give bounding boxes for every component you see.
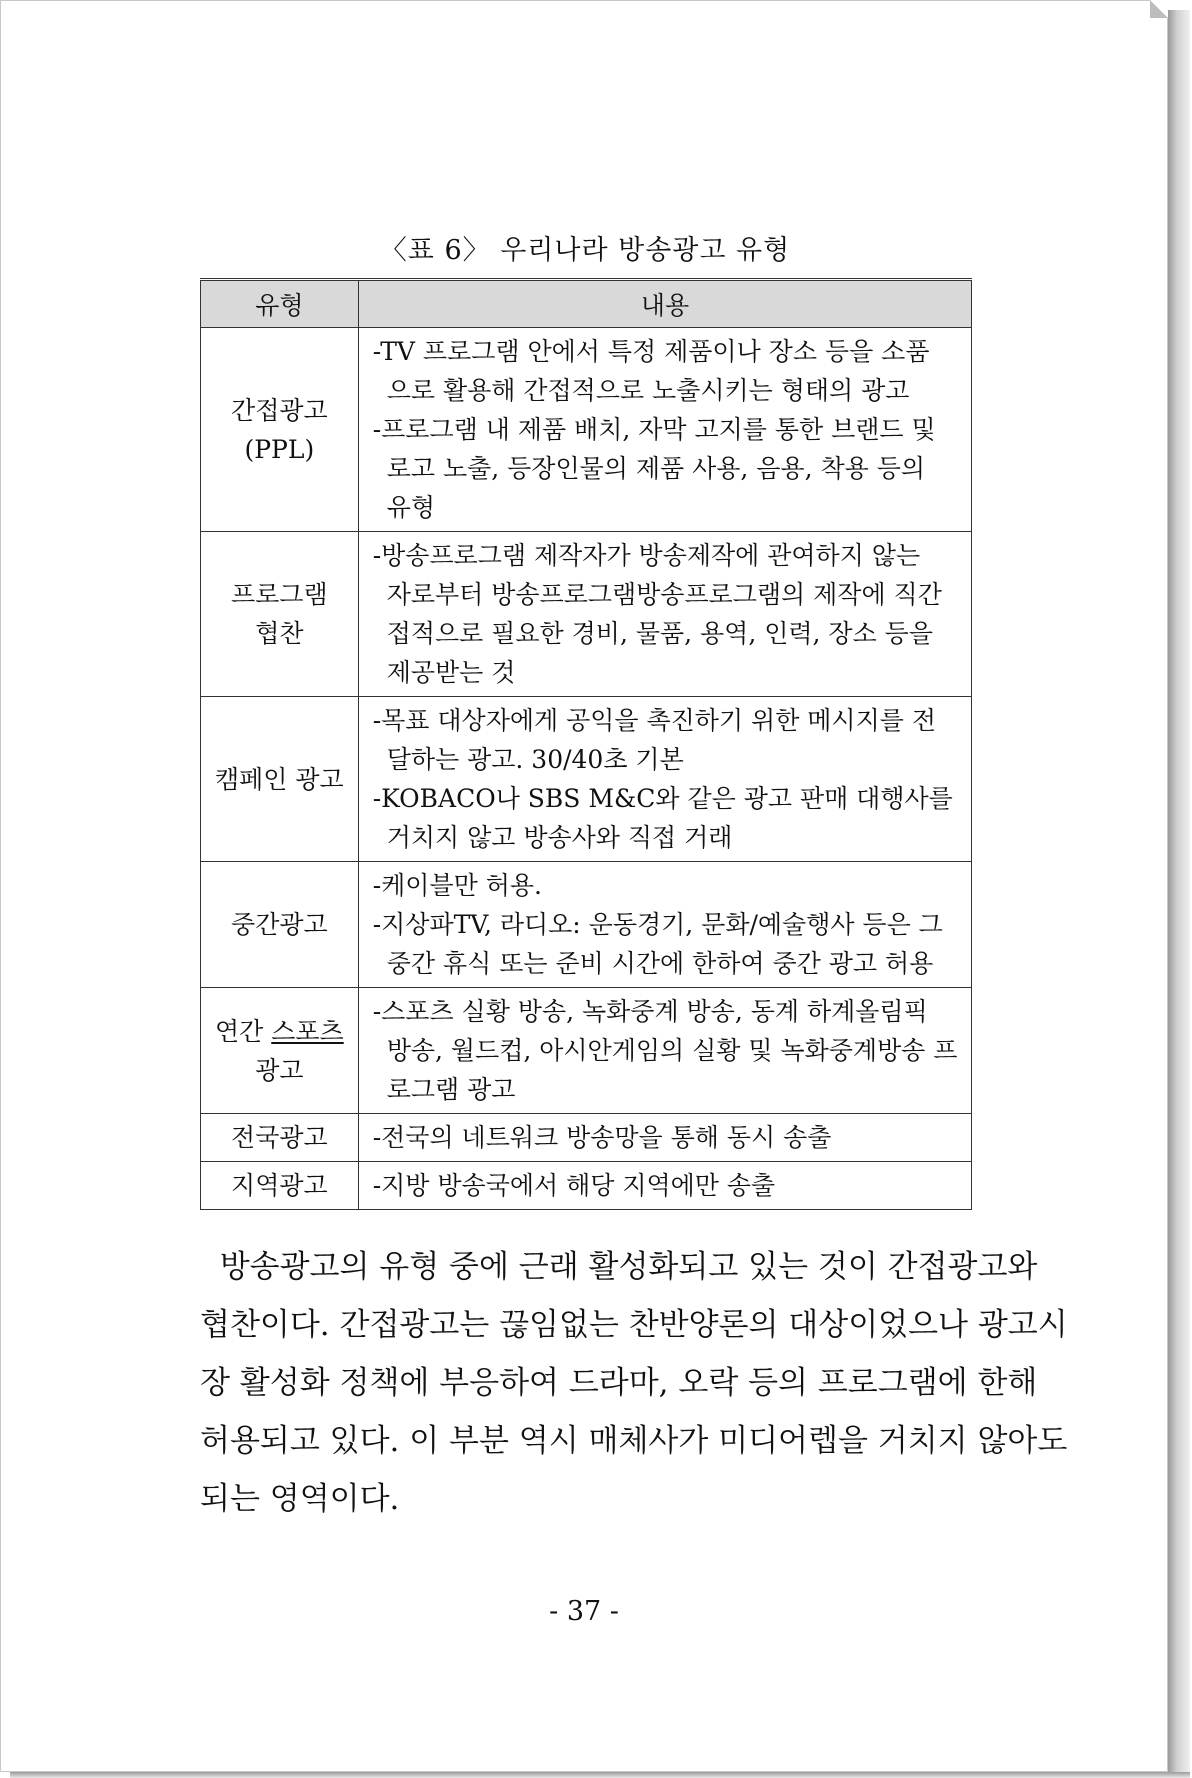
paragraph-line: 장 활성화 정책에 부응하여 드라마, 오락 등의 프로그램에 한해 bbox=[200, 1365, 1038, 1401]
content-line: 달하는 광고. 30/40초 기본 bbox=[386, 745, 684, 774]
type-label: 캠페인 광고 bbox=[215, 764, 344, 794]
type-label-underlined: 스포츠 bbox=[271, 1016, 344, 1046]
content-cell bbox=[358, 988, 972, 1114]
header-type: 유형 bbox=[201, 280, 359, 328]
content-cell bbox=[358, 1162, 972, 1210]
content-line: -방송프로그램 제작자가 방송제작에 관여하지 않는 bbox=[372, 541, 921, 570]
type-cell bbox=[201, 988, 359, 1114]
page-number: - 37 - bbox=[549, 1596, 619, 1627]
content-cell bbox=[358, 328, 972, 532]
content-line: 로그램 광고 bbox=[386, 1075, 516, 1104]
table-row bbox=[201, 697, 972, 862]
type-label: 중간광고 bbox=[231, 910, 328, 939]
paragraph-line bbox=[200, 1238, 1038, 1296]
content-cell bbox=[358, 532, 972, 697]
type-label: 지역광고 bbox=[231, 1171, 328, 1200]
content-line: -목표 대상자에게 공익을 촉진하기 위한 메시지를 전 bbox=[372, 706, 936, 735]
content-line: 유형 bbox=[386, 493, 436, 522]
table-row bbox=[201, 988, 972, 1114]
paragraph-line: 협찬이다. 간접광고는 끊임없는 찬반양론의 대상이었으나 광고시 bbox=[200, 1307, 1068, 1343]
type-cell bbox=[201, 532, 359, 697]
table-row bbox=[201, 328, 972, 532]
type-label: (PPL) bbox=[244, 434, 315, 464]
paragraph-line: 되는 영역이다. bbox=[200, 1481, 400, 1517]
body-paragraph bbox=[200, 1238, 1068, 1528]
content-line: -지방 방송국에서 해당 지역에만 송출 bbox=[372, 1171, 776, 1200]
content-cell bbox=[358, 697, 972, 862]
page-curl-corner bbox=[1150, 0, 1168, 18]
type-label: 협찬 bbox=[255, 619, 304, 648]
content-line: -스포츠 실황 방송, 녹화중계 방송, 동계 하계올림픽 bbox=[372, 997, 928, 1026]
content-line: 접적으로 필요한 경비, 물품, 용역, 인력, 장소 등을 bbox=[386, 619, 933, 648]
content-cell bbox=[358, 1114, 972, 1162]
content-line: -케이블만 허용. bbox=[372, 871, 542, 900]
type-cell bbox=[201, 1162, 359, 1210]
type-label: 광고 bbox=[255, 1055, 304, 1085]
content-line: -지상파TV, 라디오: 운동경기, 문화/예술행사 등은 그 bbox=[372, 910, 943, 939]
content-line: -TV 프로그램 안에서 특정 제품이나 장소 등을 소품 bbox=[372, 337, 930, 366]
content-line: 으로 활용해 간접적으로 노출시키는 형태의 광고 bbox=[386, 376, 910, 405]
type-cell bbox=[201, 862, 359, 988]
type-label: 전국광고 bbox=[231, 1123, 328, 1152]
table-row bbox=[201, 1162, 972, 1210]
content-line: 중간 휴식 또는 준비 시간에 한하여 중간 광고 허용 bbox=[386, 949, 934, 978]
content-line: 방송, 월드컵, 아시안게임의 실황 및 녹화중계방송 프 bbox=[386, 1036, 958, 1065]
content-line: 로고 노출, 등장인물의 제품 사용, 음용, 착용 등의 bbox=[386, 454, 926, 483]
type-label: 프로그램 bbox=[231, 580, 328, 609]
content-line: 제공받는 것 bbox=[386, 658, 516, 687]
type-cell bbox=[201, 697, 359, 862]
type-cell bbox=[201, 1114, 359, 1162]
type-cell bbox=[201, 328, 359, 532]
content-line: 거치지 않고 방송사와 직접 거래 bbox=[386, 823, 733, 852]
content-line: -전국의 네트워크 방송망을 통해 동시 송출 bbox=[372, 1123, 832, 1152]
content-line: -프로그램 내 제품 배치, 자막 고지를 통한 브랜드 및 bbox=[372, 415, 936, 444]
table-caption: 〈표 6〉 우리나라 방송광고 유형 bbox=[379, 235, 791, 266]
page-shadow-right bbox=[1168, 10, 1190, 1776]
content-cell bbox=[358, 862, 972, 988]
content-line: -KOBACO나 SBS M&C와 같은 광고 판매 대행사를 bbox=[372, 784, 953, 813]
paragraph-line: 허용되고 있다. 이 부분 역시 매체사가 미디어렙을 거치지 않아도 bbox=[200, 1423, 1068, 1459]
type-label-line bbox=[215, 1012, 344, 1051]
ad-types-table bbox=[200, 278, 972, 1210]
type-label: 연간 bbox=[215, 1016, 272, 1046]
table-header-row bbox=[201, 280, 972, 328]
table-row bbox=[201, 862, 972, 988]
content-line: 자로부터 방송프로그램방송프로그램의 제작에 직간 bbox=[386, 580, 942, 609]
table-row bbox=[201, 1114, 972, 1162]
page-shadow-bottom bbox=[10, 1772, 1190, 1778]
table-row bbox=[201, 532, 972, 697]
header-content: 내용 bbox=[358, 280, 972, 328]
paragraph-line-text: 방송광고의 유형 중에 근래 활성화되고 있는 것이 간접광고와 bbox=[219, 1249, 1038, 1285]
type-label: 간접광고 bbox=[231, 395, 328, 425]
